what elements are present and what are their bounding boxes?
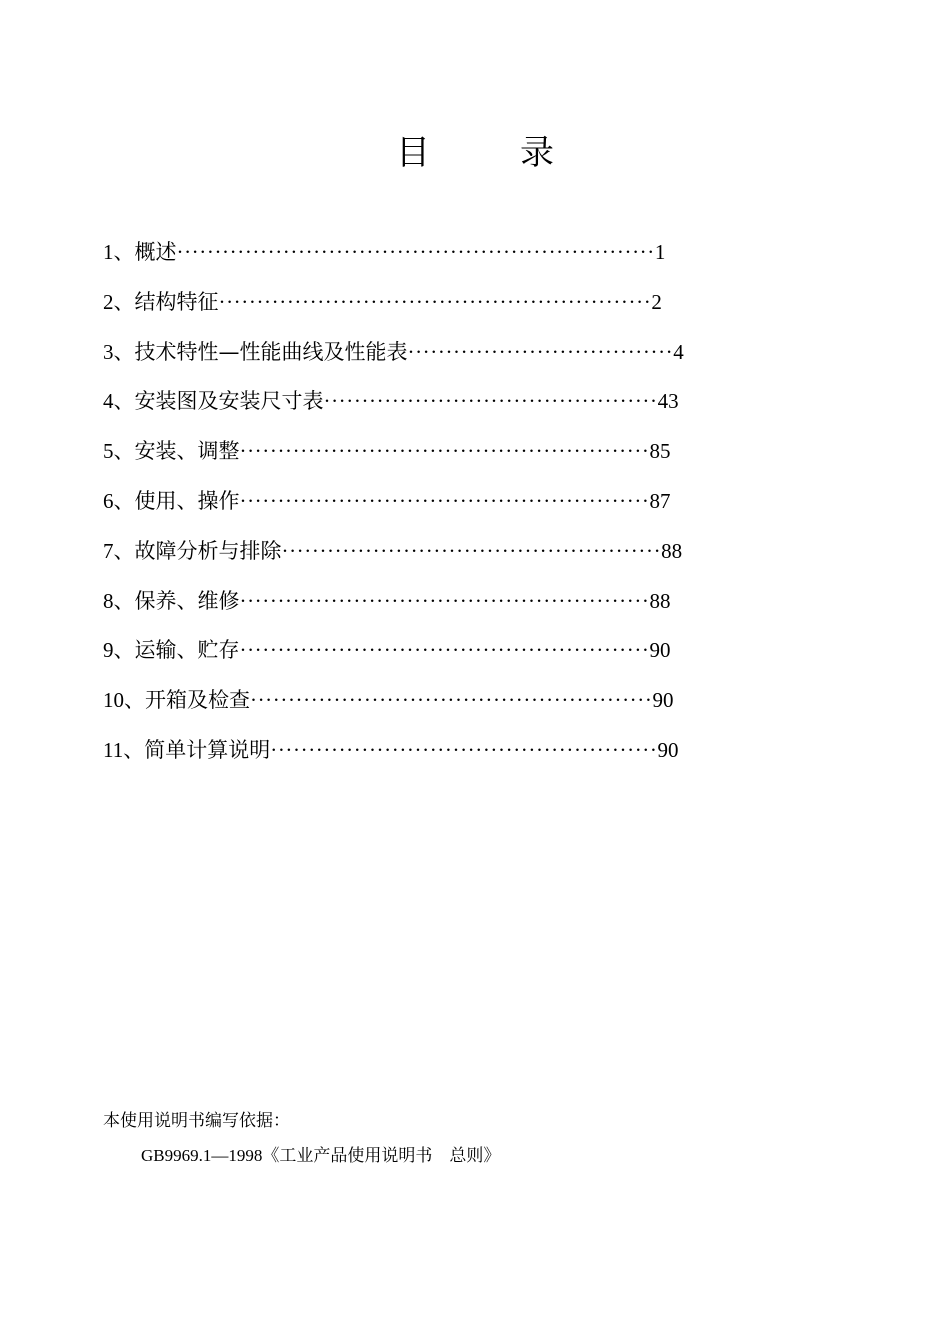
reference-standard bbox=[141, 1143, 500, 1169]
toc-label: 安装图及安装尺寸表 bbox=[134, 389, 324, 414]
toc-label: 运输、贮存 bbox=[134, 638, 240, 663]
toc-leader: ······························································· bbox=[176, 240, 655, 264]
toc-label: 技术特性—性能曲线及性能表 bbox=[134, 339, 408, 364]
toc-item-4 bbox=[103, 379, 684, 429]
toc-leader: ······················································ bbox=[239, 439, 650, 464]
toc-label: 概述 bbox=[134, 240, 177, 264]
toc-leader: ························································· bbox=[218, 289, 652, 314]
table-of-contents bbox=[103, 230, 684, 778]
toc-label: 安装、调整 bbox=[134, 439, 240, 464]
toc-page-number: 90 bbox=[649, 638, 671, 663]
toc-number: 2、 bbox=[103, 289, 135, 314]
toc-page-number: 85 bbox=[649, 439, 671, 464]
toc-label: 故障分析与排除 bbox=[134, 538, 282, 563]
basis-heading: 本使用说明书编写依据： bbox=[103, 1111, 290, 1131]
toc-number: 8、 bbox=[103, 588, 135, 613]
toc-leader: ············································ bbox=[323, 389, 658, 414]
toc-item-3 bbox=[103, 330, 684, 380]
toc-label: 简单计算说明 bbox=[144, 737, 271, 762]
toc-number: 1、 bbox=[103, 240, 135, 264]
toc-label: 结构特征 bbox=[134, 289, 219, 314]
toc-leader: ··················································· bbox=[270, 737, 658, 762]
toc-leader: ··································· bbox=[407, 339, 674, 364]
toc-number: 3、 bbox=[103, 339, 135, 364]
toc-page-number: 43 bbox=[657, 389, 679, 414]
toc-page-number: 87 bbox=[649, 488, 671, 513]
toc-page-number: 88 bbox=[661, 538, 683, 563]
toc-number: 11、 bbox=[103, 737, 145, 762]
toc-number: 6、 bbox=[103, 488, 135, 513]
toc-leader: ····················································· bbox=[250, 688, 653, 713]
toc-item-1 bbox=[103, 230, 684, 280]
toc-item-11 bbox=[103, 728, 684, 778]
toc-leader: ······················································ bbox=[239, 488, 650, 513]
toc-item-9 bbox=[103, 628, 684, 678]
toc-number: 4、 bbox=[103, 389, 135, 414]
toc-label: 开箱及检查 bbox=[145, 688, 250, 713]
toc-label: 保养、维修 bbox=[134, 588, 240, 613]
toc-page-number: 90 bbox=[657, 737, 679, 762]
standard-code: GB9969.1—1998 bbox=[141, 1146, 263, 1165]
toc-page-number: 2 bbox=[651, 289, 662, 314]
toc-item-10 bbox=[103, 678, 684, 728]
page-title: 目 录 bbox=[396, 133, 582, 173]
toc-item-2 bbox=[103, 280, 684, 330]
toc-leader: ······················································ bbox=[239, 638, 650, 663]
toc-page-number: 1 bbox=[654, 240, 666, 264]
toc-number: 5、 bbox=[103, 439, 135, 464]
toc-page-number: 4 bbox=[673, 339, 684, 364]
toc-number: 10、 bbox=[103, 688, 145, 713]
toc-item-5 bbox=[103, 429, 684, 479]
toc-page-number: 90 bbox=[652, 688, 674, 713]
toc-page-number: 88 bbox=[649, 588, 671, 613]
toc-number: 9、 bbox=[103, 638, 135, 663]
toc-leader: ·················································· bbox=[281, 538, 662, 563]
toc-item-8 bbox=[103, 579, 684, 629]
toc-leader: ······················································ bbox=[239, 588, 650, 613]
toc-item-6 bbox=[103, 479, 684, 529]
toc-item-7 bbox=[103, 529, 684, 579]
toc-label: 使用、操作 bbox=[134, 488, 240, 513]
standard-name: 《工业产品使用说明书 总则》 bbox=[262, 1146, 501, 1166]
toc-number: 7、 bbox=[103, 538, 135, 563]
